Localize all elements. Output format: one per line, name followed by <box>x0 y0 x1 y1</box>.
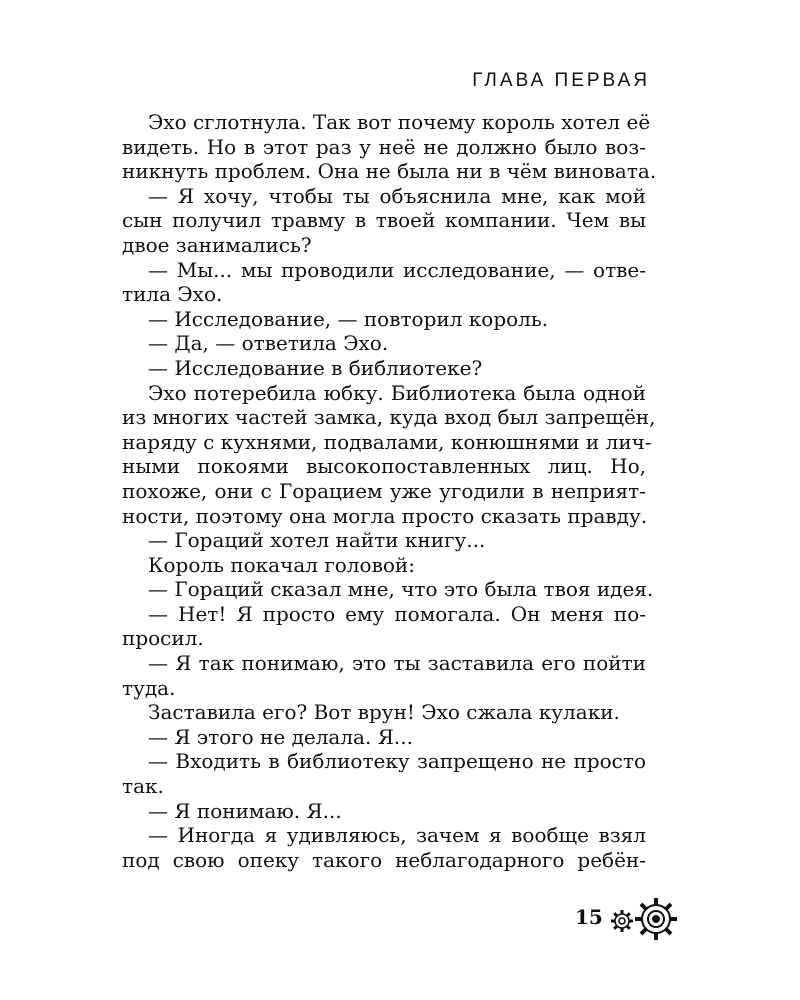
text-line: Король покачал головой: <box>148 552 415 577</box>
text-line: под свою опеку такого неблагодарного ребён- <box>122 847 646 872</box>
large-gear-icon <box>633 896 679 942</box>
text-line: — Да, — ответила Эхо. <box>148 331 389 356</box>
text-line: — Я хочу, чтобы ты объяснила мне, как мой <box>148 183 646 208</box>
text-line: — Исследование в библиотеке? <box>148 355 483 380</box>
text-line: наряду с кухнями, подвалами, конюшнями и лич- <box>122 429 652 454</box>
text-line: ными покоями высокопоставленных лиц. Но, <box>122 454 646 479</box>
text-line: — Исследование, — повторил король. <box>148 306 549 331</box>
text-line: сын получил травму в твоей компании. Чем вы <box>122 208 646 233</box>
text-line: так. <box>122 774 164 799</box>
text-line: Эхо потеребила юбку. Библиотека была одной <box>148 380 646 405</box>
text-line: — Входить в библиотеку запрещено не просто <box>148 749 646 774</box>
page-number: 15 <box>575 905 603 929</box>
text-line: тила Эхо. <box>122 282 223 307</box>
text-line: — Я так понимаю, это ты заставила его пойти <box>148 651 646 676</box>
text-line: двое занимались? <box>122 232 312 257</box>
text-line: никнуть проблем. Она не была ни в чём виновата. <box>122 159 657 184</box>
text-line: ности, поэтому она могла просто сказать правду. <box>122 503 648 528</box>
text-line: Эхо сглотнула. Так вот почему король хотел её <box>148 110 651 134</box>
text-line: видеть. Но в этот раз у неё не должно было воз- <box>122 134 646 159</box>
body-text <box>122 110 657 872</box>
text-line: — Гораций хотел найти книгу... <box>148 528 486 553</box>
gears-icon <box>609 896 684 938</box>
text-line: Заставила его? Вот врун! Эхо сжала кулаки. <box>148 700 620 725</box>
text-line: из многих частей замка, куда вход был запрещён, <box>122 405 656 430</box>
text-line: — Нет! Я просто ему помогала. Он меня по- <box>148 601 646 626</box>
text-line: похоже, они с Горацием уже угодили в неприят- <box>122 478 646 503</box>
text-line: — Я этого не делала. Я... <box>148 724 413 749</box>
text-line: — Гораций сказал мне, что это была твоя идея. <box>148 577 654 602</box>
text-line: просил. <box>122 626 204 651</box>
text-line: — Мы... мы проводили исследование, — отве- <box>148 257 646 282</box>
page-footer <box>575 896 684 938</box>
text-line: — Иногда я удивляюсь, зачем я вообще взял <box>148 823 646 848</box>
text-line: — Я понимаю. Я... <box>148 798 342 823</box>
small-gear-icon <box>609 908 635 934</box>
running-head: ГЛАВА ПЕРВАЯ <box>472 70 650 91</box>
text-line: туда. <box>122 675 176 700</box>
